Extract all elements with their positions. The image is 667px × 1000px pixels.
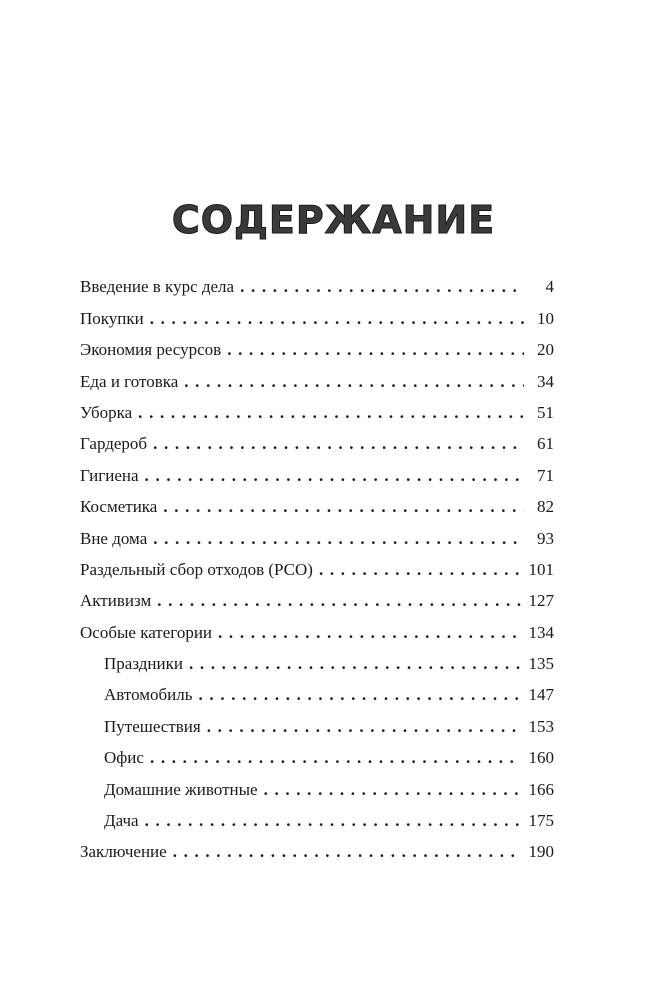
toc-entry-label: Раздельный сбор отходов (РСО) (80, 559, 313, 579)
toc-entry[interactable] (80, 423, 554, 454)
toc-entry[interactable] (80, 486, 554, 517)
toc-page-number: 101 (528, 559, 554, 579)
toc-page-number: 71 (537, 465, 554, 485)
dot-leader (207, 717, 521, 737)
toc-entry-label: Экономия ресурсов (80, 340, 222, 360)
dot-leader (150, 309, 524, 329)
dot-leader (319, 560, 521, 580)
toc-page-number: 190 (528, 842, 554, 862)
toc-entry-label: Домашние животные (104, 779, 258, 799)
toc-entry[interactable] (80, 266, 554, 297)
page-title: СОДЕРЖАНИЕ (171, 198, 496, 242)
toc-entry-label: Активизм (80, 591, 152, 611)
toc-entry[interactable] (80, 611, 554, 642)
toc-page-number: 51 (537, 402, 554, 422)
toc-entry-label: Гигиена (80, 465, 139, 485)
dot-leader (227, 340, 524, 360)
dot-leader (153, 434, 524, 454)
toc-entry-label: Гардероб (80, 434, 148, 454)
dot-leader (145, 466, 524, 486)
dot-leader (264, 780, 521, 800)
toc-entry[interactable] (80, 392, 554, 423)
toc-page-number: 153 (528, 716, 554, 736)
toc-page-number: 93 (537, 528, 554, 548)
toc-page-number: 61 (537, 434, 554, 454)
toc-entry[interactable] (80, 297, 554, 328)
dot-leader (173, 842, 521, 862)
toc-page-number: 135 (528, 654, 554, 674)
dot-leader (199, 685, 521, 705)
toc-entry[interactable] (80, 549, 554, 580)
toc-page-number: 20 (537, 340, 554, 360)
toc-page-number: 134 (528, 622, 554, 642)
toc-entry-label: Автомобиль (104, 685, 193, 705)
toc-subentry[interactable] (80, 768, 554, 799)
toc-entry-label: Еда и готовка (80, 371, 179, 391)
toc-entry-label: Дача (104, 811, 139, 831)
toc-entry[interactable] (80, 580, 554, 611)
toc-entry-label: Праздники (104, 654, 183, 674)
toc-subentry[interactable] (80, 674, 554, 705)
toc-subentry[interactable] (80, 737, 554, 768)
toc-entry[interactable] (80, 517, 554, 548)
table-of-contents (80, 266, 554, 862)
toc-page-number: 127 (528, 591, 554, 611)
toc-page-number: 4 (545, 277, 554, 297)
toc-entry-label: Покупки (80, 308, 144, 328)
toc-page-number: 160 (528, 748, 554, 768)
dot-leader (153, 529, 524, 549)
toc-subentry[interactable] (80, 705, 554, 736)
toc-entry[interactable] (80, 454, 554, 485)
dot-leader (138, 403, 524, 423)
toc-entry-label: Особые категории (80, 622, 213, 642)
dot-leader (150, 748, 521, 768)
toc-entry-label: Офис (104, 748, 144, 768)
toc-page-number: 166 (528, 779, 554, 799)
toc-entry-label: Косметика (80, 497, 158, 517)
dot-leader (240, 277, 524, 297)
dot-leader (184, 372, 524, 392)
toc-entry-label: Вне дома (80, 528, 148, 548)
toc-page-number: 147 (528, 685, 554, 705)
toc-entry[interactable] (80, 329, 554, 360)
toc-subentry[interactable] (80, 800, 554, 831)
toc-entry[interactable] (80, 360, 554, 391)
toc-entry-label: Введение в курс дела (80, 277, 235, 297)
dot-leader (145, 811, 521, 831)
toc-page-number: 10 (537, 308, 554, 328)
toc-entry[interactable] (80, 831, 554, 862)
dot-leader (163, 497, 524, 517)
toc-entry-label: Уборка (80, 402, 133, 422)
dot-leader (157, 591, 520, 611)
toc-page-number: 82 (537, 497, 554, 517)
toc-subentry[interactable] (80, 643, 554, 674)
toc-page-number: 34 (537, 371, 554, 391)
toc-page-number: 175 (528, 811, 554, 831)
toc-entry-label: Путешествия (104, 716, 201, 736)
dot-leader (218, 623, 520, 643)
toc-entry-label: Заключение (80, 842, 167, 862)
dot-leader (189, 654, 521, 674)
